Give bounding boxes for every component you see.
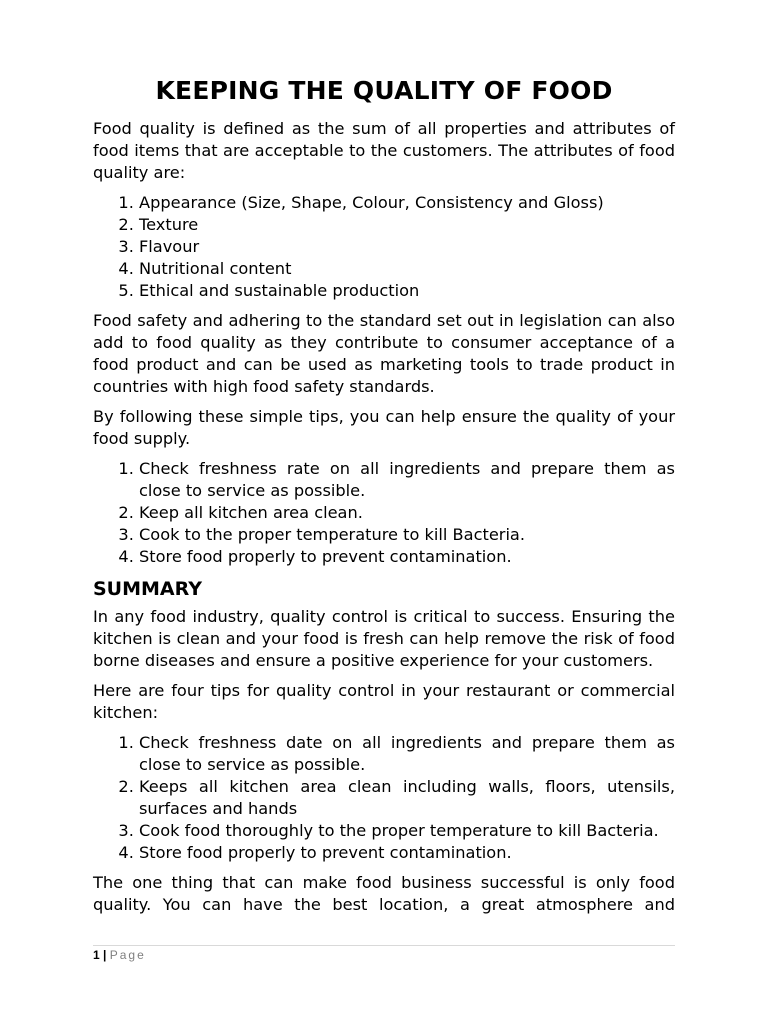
closing-paragraph: The one thing that can make food business successful is only food quality. You can have the best location, a great atmosphere and <box>93 873 675 914</box>
page-label: Page <box>109 948 146 962</box>
list-item: 3. Cook food thoroughly to the proper temperature to kill Bacteria. <box>139 820 675 842</box>
document-title: KEEPING THE QUALITY OF FOOD <box>155 76 613 105</box>
safety-paragraph: Food safety and adhering to the standard set out in legislation can also add to food quality as they contribute to consumer acceptance of a food product and can be used as marketing tools to trade product in countries with high food safety standards. <box>93 311 675 396</box>
list-item: 4. Store food properly to prevent contamination. <box>139 546 675 568</box>
tips-intro-paragraph: By following these simple tips, you can help ensure the quality of your food supply. <box>93 407 675 448</box>
list-item: 2. Texture <box>139 214 675 236</box>
attributes-list <box>93 192 675 302</box>
list-item: 2. Keeps all kitchen area clean including walls, floors, utensils, surfaces and hands <box>139 776 675 820</box>
list-item: 4. Store food properly to prevent contamination. <box>139 842 675 864</box>
footer-separator: | <box>103 948 107 962</box>
summary-paragraph: In any food industry, quality control is critical to success. Ensuring the kitchen is clean and your food is fresh can help remove the risk of food borne diseases and ensure a positive experience for your customers. <box>93 607 675 670</box>
list-item: 2. Keep all kitchen area clean. <box>139 502 675 524</box>
list-item: 3. Cook to the proper temperature to kill Bacteria. <box>139 524 675 546</box>
tips-list <box>93 458 675 568</box>
four-tips-list <box>93 732 675 864</box>
list-item: 5. Ethical and sustainable production <box>139 280 675 302</box>
page-number: 1 <box>93 948 100 962</box>
page-footer <box>93 945 675 963</box>
summary-heading: SUMMARY <box>93 578 202 600</box>
list-item: 1. Appearance (Size, Shape, Colour, Consistency and Gloss) <box>139 192 675 214</box>
intro-paragraph: Food quality is defined as the sum of all properties and attributes of food items that are acceptable to the customers. The attributes of food quality are: <box>93 119 675 182</box>
four-tips-intro-paragraph: Here are four tips for quality control in your restaurant or commercial kitchen: <box>93 681 675 722</box>
list-item: 3. Flavour <box>139 236 675 258</box>
list-item: 1. Check freshness rate on all ingredients and prepare them as close to service as possible. <box>139 458 675 502</box>
list-item: 4. Nutritional content <box>139 258 675 280</box>
list-item: 1. Check freshness date on all ingredients and prepare them as close to service as possible. <box>139 732 675 776</box>
